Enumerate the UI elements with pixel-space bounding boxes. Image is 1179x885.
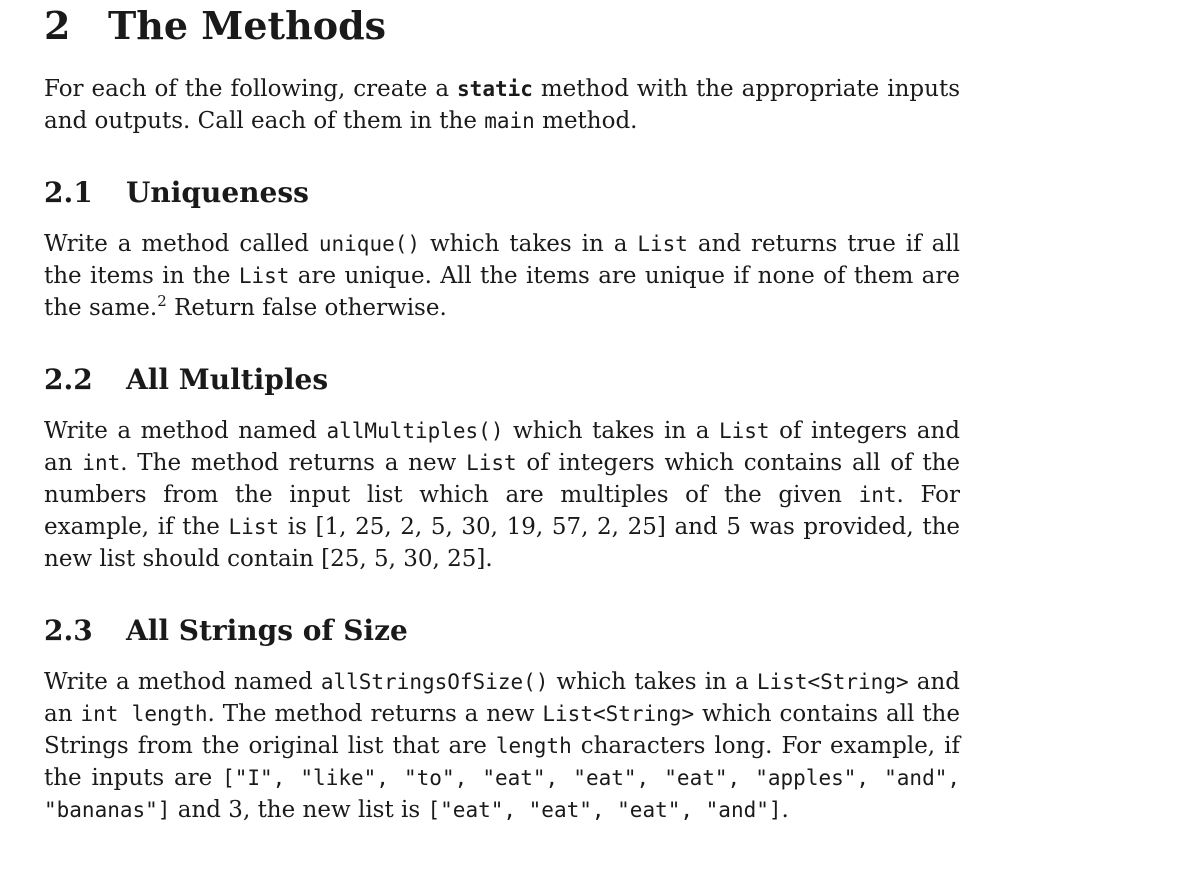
static-keyword: static [457,77,533,101]
intro-paragraph: For each of the following, create a static method with the appropriate inputs and outputs. Call each of them in the main method. [44,76,960,134]
footnote-marker: 2 [157,292,167,310]
all-strings-of-size-paragraph: Write a method named allStringsOfSize() which takes in a List<String> and an int length. The method returns a new List<String> which contains all the Strings from the original list that are length characters long. For example, if the inputs are ["I", "like", "to", "eat", "eat", "eat", "apples", "and", "bananas"] and 3, the new list is ["eat", "eat", "eat", "and"]. [44,669,961,823]
section-number: 2 [44,3,71,48]
uniqueness-paragraph: Write a method called unique() which takes in a List and returns true if all the items in the List are unique. All the items are unique if none of them are the same.$^2$ Return false otherwise. [44,231,961,321]
section-heading [44,4,386,48]
subsection-heading-all-strings-of-size: 2.3 All Strings of Size [44,614,408,647]
section-title: The Methods [108,3,387,48]
subsection-heading-uniqueness: 2.1 Uniqueness [44,176,309,209]
subsection-heading-all-multiples: 2.2 All Multiples [44,363,329,396]
main-keyword: main [484,109,535,133]
all-multiples-paragraph: Write a method named allMultiples() which takes in a List of integers and an int. The method returns a new List of integers which contains all of the numbers from the input list which are multiples of the given int. For example, if the List is [1, 25, 2, 5, 30, 19, 57, 2, 25] and 5 was provided, the new list should contain [25, 5, 30, 25]. [44,418,961,572]
